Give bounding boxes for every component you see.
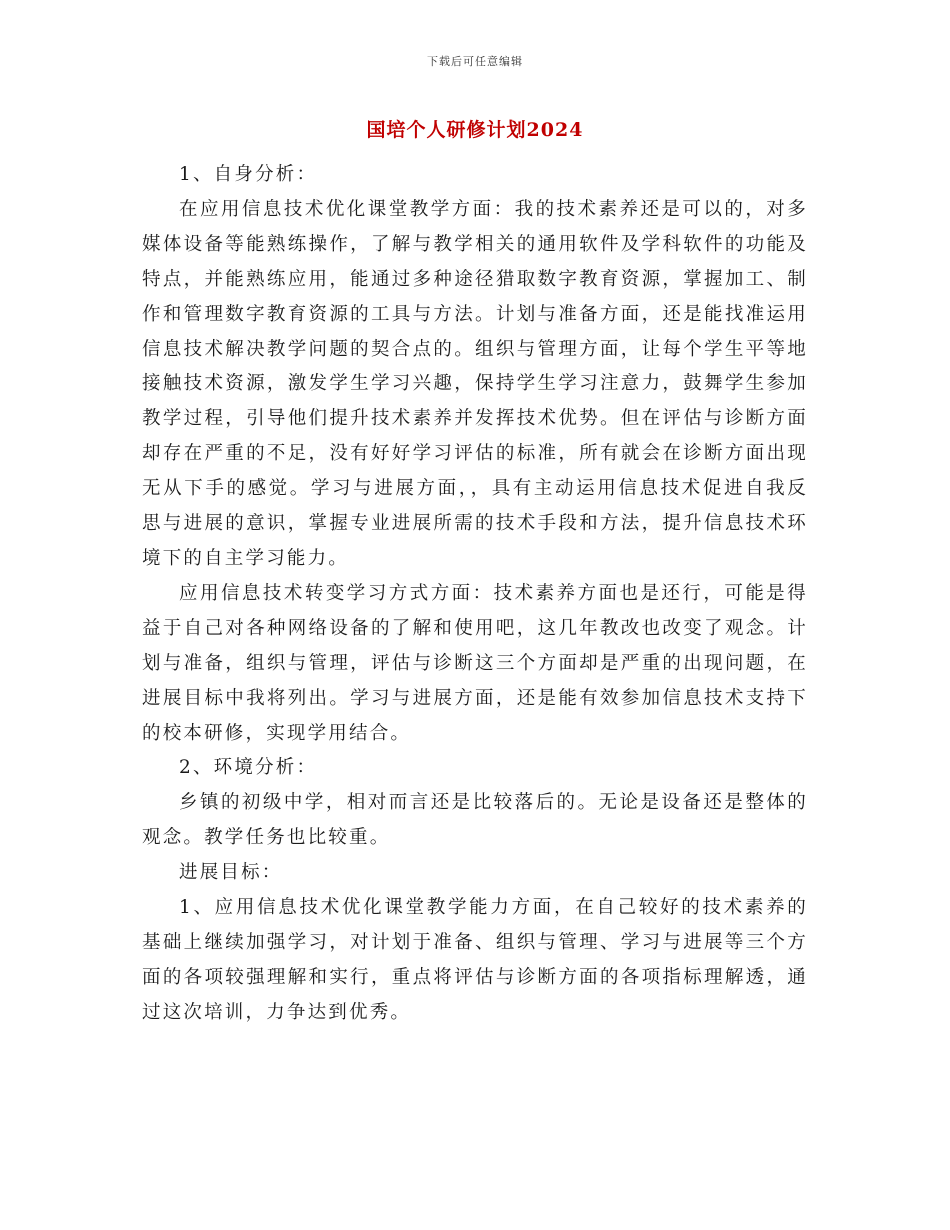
- document-title: 国培个人研修计划2024: [366, 119, 584, 141]
- paragraph-transform-learning: 应用信息技术转变学习方式方面：技术素养方面也是还行，可能是得益于自己对各种网络设备的了解和使用吧，这几年教改也改变了观念。计划与准备，组织与管理，评估与诊断这三个方面却是严重的出现问题，在进展目标中我将列出。学习与进展方面，还是能有效参加信息技术支持下的校本研修，实现学用结合。: [142, 582, 808, 744]
- paragraph-goal-1: 1、应用信息技术优化课堂教学能力方面，在自己较好的技术素养的基础上继续加强学习，对计划于准备、组织与管理、学习与进展等三个方面的各项较强理解和实行，重点将评估与诊断方面的各项指标理解透，通过这次培训，力争达到优秀。: [142, 897, 808, 1023]
- paragraph-optimize-teaching: 在应用信息技术优化课堂教学方面：我的技术素养还是可以的，对多媒体设备等能熟练操作，了解与教学相关的通用软件及学科软件的功能及特点，并能熟练应用，能通过多种途径猎取数字教育资源，掌握加工、制作和管理数字教育资源的工具与方法。计划与准备方面，还是能找准运用信息技术解决教学问题的契合点的。组织与管理方面，让每个学生平等地接触技术资源，激发学生学习兴趣，保持学生学习注意力，鼓舞学生参加教学过程，引导他们提升技术素养并发挥技术优势。但在评估与诊断方面却存在严重的不足，没有好好学习评估的标准，所有就会在诊断方面出现无从下手的感觉。学习与进展方面，，具有主动运用信息技术促进自我反思与进展的意识，掌握专业进展所需的技术手段和方法，提升信息技术环境下的自主学习能力。: [142, 198, 808, 569]
- section-heading-goals: 进展目标：: [179, 862, 283, 884]
- section-heading-environment-analysis: 2、环境分析：: [179, 757, 318, 779]
- paragraph-environment: 乡镇的初级中学，相对而言还是比较落后的。无论是设备还是整体的观念。教学任务也比较重。: [142, 792, 808, 849]
- section-heading-self-analysis: 1、自身分析：: [179, 164, 318, 185]
- document-body: [142, 158, 808, 1031]
- header-note: 下载后可任意编辑: [427, 55, 523, 68]
